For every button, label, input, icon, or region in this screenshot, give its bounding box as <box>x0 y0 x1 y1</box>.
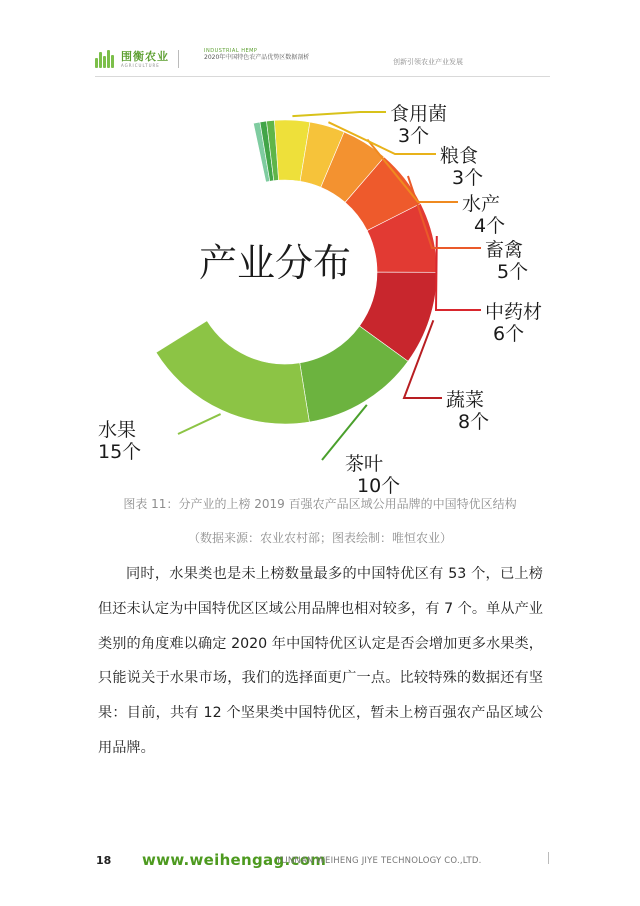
category-label: 水产 <box>462 193 501 215</box>
header-slogan: 创新引领农业产业发展 <box>393 58 463 66</box>
website-link[interactable]: www.weihengag.com <box>142 851 327 869</box>
figure-caption: 图表 11：分产业的上榜 2019 百强农产品区域公用品牌的中国特优区结构 <box>123 497 517 511</box>
logo-text: 围衡农业 <box>121 49 169 63</box>
category-count-label: 3个 <box>398 125 430 147</box>
figure-source: （数据来源：农业农村部；图表绘制：唯恒农业） <box>187 531 452 545</box>
category-count-label: 4个 <box>474 215 506 237</box>
logo-icon <box>95 50 117 68</box>
category-count-label: 8个 <box>458 411 490 433</box>
category-label: 水果 <box>98 419 137 441</box>
category-count-label: 10个 <box>357 475 401 497</box>
category-count-label: 15个 <box>98 441 142 463</box>
category-label: 畜禽 <box>485 239 524 261</box>
page-number: 18 <box>96 854 112 867</box>
body-paragraph: 同时，水果类也是未上榜数量最多的中国特优区有 53 个，已上榜但还未认定为中国特优区区域公用品牌也相对较多，有 7 个。单从产业类别的角度难以确定 2020 年中国特优区认定是否会增加更多水果类，只能说关于水果市场，我们的选择面更广一点。比较特殊的数据还有坚果：目前，共有 12 个坚果类中国特优区，暂未上榜百强农产品区域公用品牌。 <box>98 566 543 756</box>
chart-title: 产业分布 <box>198 241 352 285</box>
category-count-label: 3个 <box>452 167 484 189</box>
logo-subtext: AGRICULTURE <box>121 62 160 68</box>
category-count-label: 6个 <box>493 323 525 345</box>
category-label: 食用菌 <box>390 103 448 125</box>
footer-divider <box>548 852 549 864</box>
industry-donut-chart <box>0 80 640 497</box>
report-title-en: INDUSTRIAL HEMP <box>204 48 258 54</box>
company-logo <box>95 50 169 68</box>
leader-line-7 <box>292 112 386 116</box>
category-label: 粮食 <box>440 145 479 167</box>
company-name: YUNNAN WEIHENG JIYE TECHNOLOGY CO.,LTD. <box>276 856 482 866</box>
category-label: 蔬菜 <box>446 389 485 411</box>
page-header <box>0 0 640 80</box>
category-count-label: 5个 <box>497 261 529 283</box>
leader-line-0 <box>178 414 221 434</box>
category-label: 中药材 <box>485 301 543 323</box>
report-title-cn: 2020年中国特色农产品优势区数据剖析 <box>204 53 310 61</box>
donut-segment-0 <box>156 321 309 424</box>
report-title <box>204 49 309 62</box>
page-footer <box>0 848 640 878</box>
category-label: 茶叶 <box>345 453 384 475</box>
header-rule <box>95 76 550 77</box>
header-divider <box>178 50 179 68</box>
